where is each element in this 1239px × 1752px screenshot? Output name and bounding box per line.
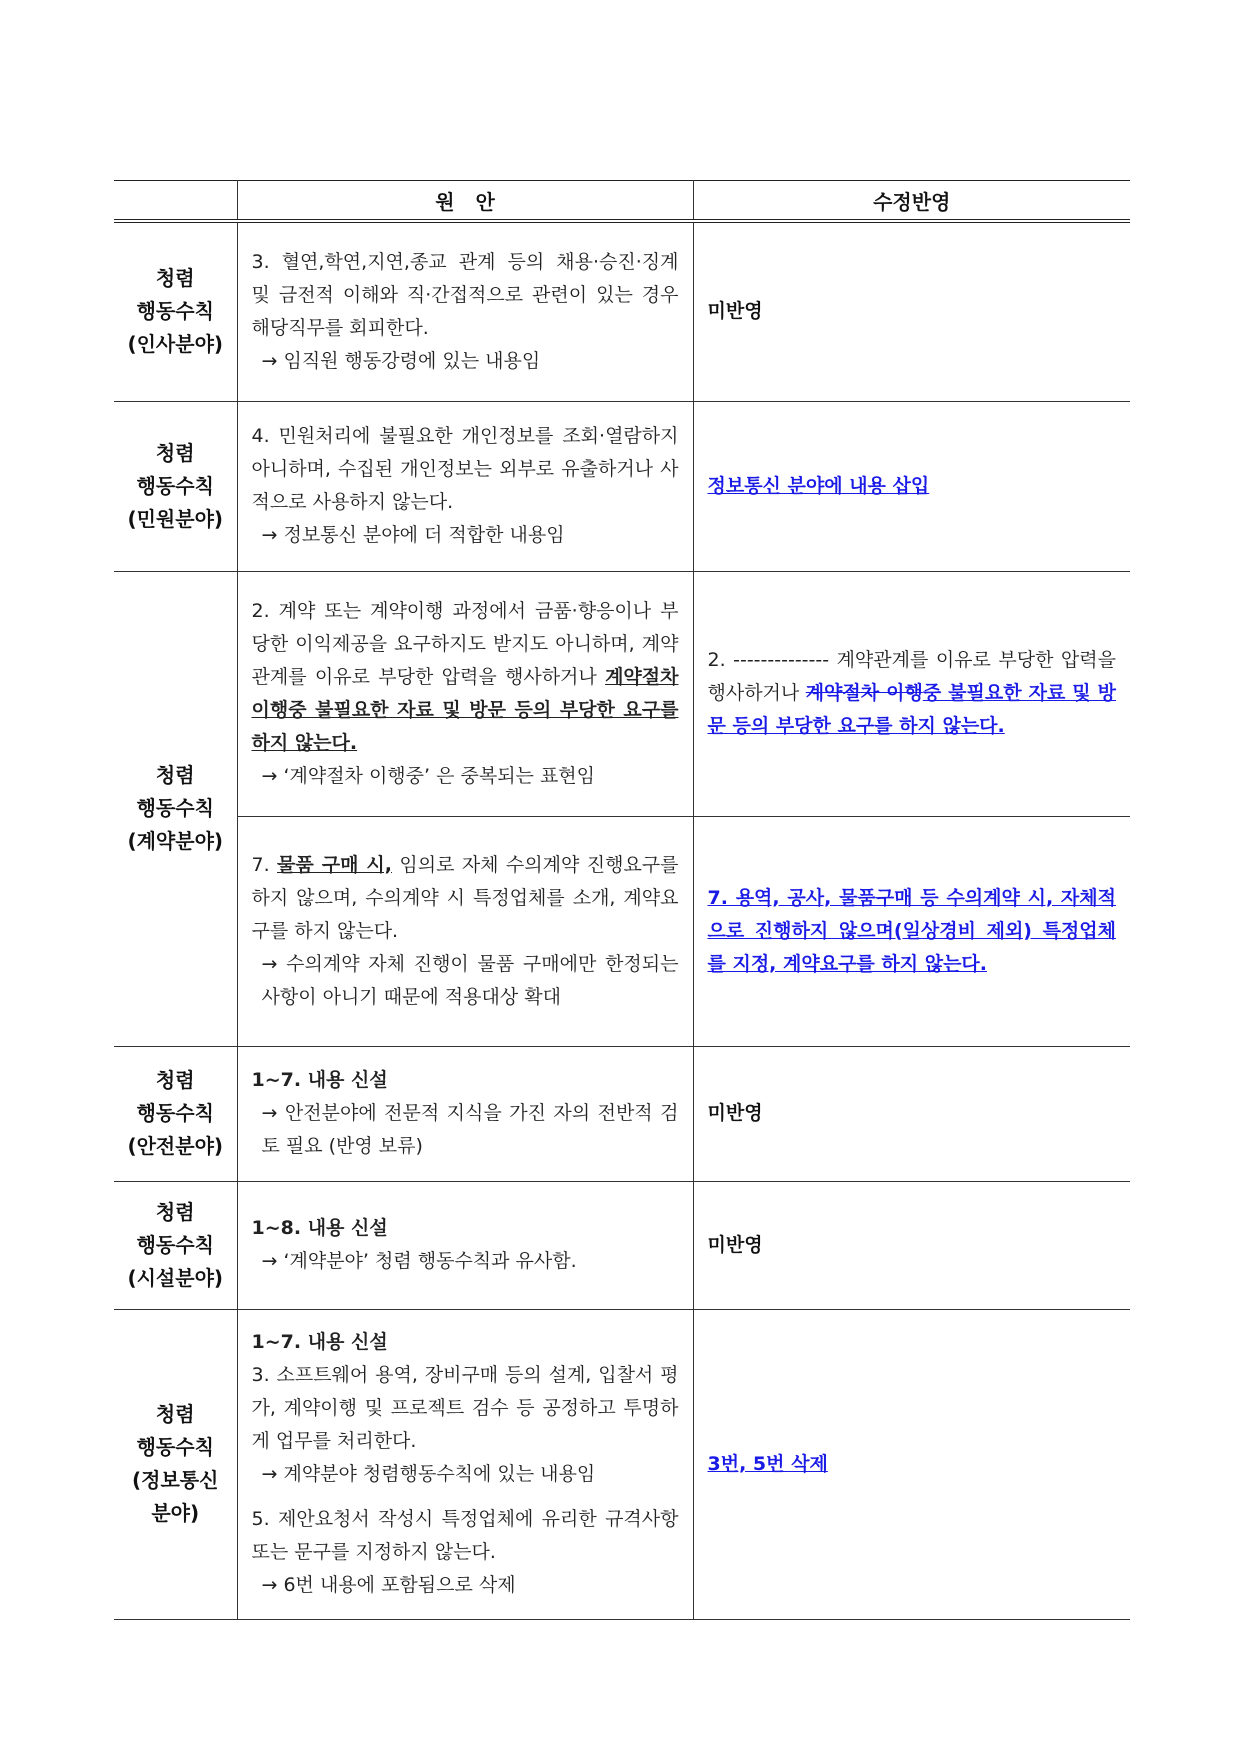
modified-civil: 정보통신 분야에 내용 삽입 <box>693 401 1130 571</box>
category-safety: 청렴 행동수칙 (안전분야) <box>114 1046 237 1181</box>
row-civil <box>114 401 1130 571</box>
category-civil: 청렴 행동수칙 (민원분야) <box>114 401 237 571</box>
row-safety <box>114 1046 1130 1181</box>
category-facility: 청렴 행동수칙 (시설분야) <box>114 1181 237 1309</box>
row-ict <box>114 1309 1130 1619</box>
row-contract-item2 <box>114 571 1130 816</box>
modified-ict: 3번, 5번 삭제 <box>693 1309 1130 1619</box>
original-ict: 1~7. 내용 신설 3. 소프트웨어 용역, 장비구매 등의 설계, 입찰서 평가, 계약이행 및 프로젝트 검수 등 공정하고 투명하게 업무를 처리한다. → 계약분야 청렴행동수칙에 있는 내용임 5. 제안요청서 작성시 특정업체에 유리한 규격사항 또는 문구를 지정하지 않는다. → 6번 내용에 포함됨으로 삭제 <box>237 1309 693 1619</box>
header-category <box>114 181 237 222</box>
original-facility: 1~8. 내용 신설 → ‘계약분야’ 청렴 행동수칙과 유사함. <box>237 1181 693 1309</box>
original-contract-item7: 7. 물품 구매 시, 임의로 자체 수의계약 진행요구를 하지 않으며, 수의계약 시 특정업체를 소개, 계약요구를 하지 않는다. → 수의계약 자체 진행이 물품 구매에만 한정되는 사항이 아니기 때문에 적용대상 확대 <box>237 816 693 1046</box>
row-hr <box>114 221 1130 401</box>
revision-table <box>114 180 1130 1620</box>
modified-contract-item2: 2. -------------- 계약관계를 이유로 부당한 압력을 행사하거나 계약절차 이행중 불필요한 자료 및 방문 등의 부당한 요구를 하지 않는다. <box>693 571 1130 816</box>
original-hr: 3. 혈연,학연,지연,종교 관계 등의 채용·승진·징계 및 금전적 이해와 직·간접적으로 관련이 있는 경우 해당직무를 회피한다. → 임직원 행동강령에 있는 내용임 <box>237 221 693 401</box>
row-facility <box>114 1181 1130 1309</box>
modified-safety: 미반영 <box>693 1046 1130 1181</box>
row-contract-item7 <box>114 816 1130 1046</box>
original-civil: 4. 민원처리에 불필요한 개인정보를 조회·열람하지 아니하며, 수집된 개인정보는 외부로 유출하거나 사적으로 사용하지 않는다. → 정보통신 분야에 더 적합한 내용임 <box>237 401 693 571</box>
category-ict: 청렴 행동수칙 (정보통신 분야) <box>114 1309 237 1619</box>
modified-facility: 미반영 <box>693 1181 1130 1309</box>
original-contract-item2: 2. 계약 또는 계약이행 과정에서 금품·향응이나 부당한 이익제공을 요구하지도 받지도 아니하며, 계약관계를 이유로 부당한 압력을 행사하거나 계약절차 이행중 불필요한 자료 및 방문 등의 부당한 요구를 하지 않는다. → ‘계약절차 이행중’ 은 중복되는 표현임 <box>237 571 693 816</box>
modified-contract-item7: 7. 용역, 공사, 물품구매 등 수의계약 시, 자체적으로 진행하지 않으며(일상경비 제외) 특정업체를 지정, 계약요구를 하지 않는다. <box>693 816 1130 1046</box>
category-contract: 청렴 행동수칙 (계약분야) <box>114 571 237 1046</box>
category-hr: 청렴 행동수칙 (인사분야) <box>114 221 237 401</box>
header-row <box>114 181 1130 222</box>
original-safety: 1~7. 내용 신설 → 안전분야에 전문적 지식을 가진 자의 전반적 검토 필요 (반영 보류) <box>237 1046 693 1181</box>
header-original: 원 안 <box>237 181 693 222</box>
header-modified: 수정반영 <box>693 181 1130 222</box>
modified-hr: 미반영 <box>693 221 1130 401</box>
